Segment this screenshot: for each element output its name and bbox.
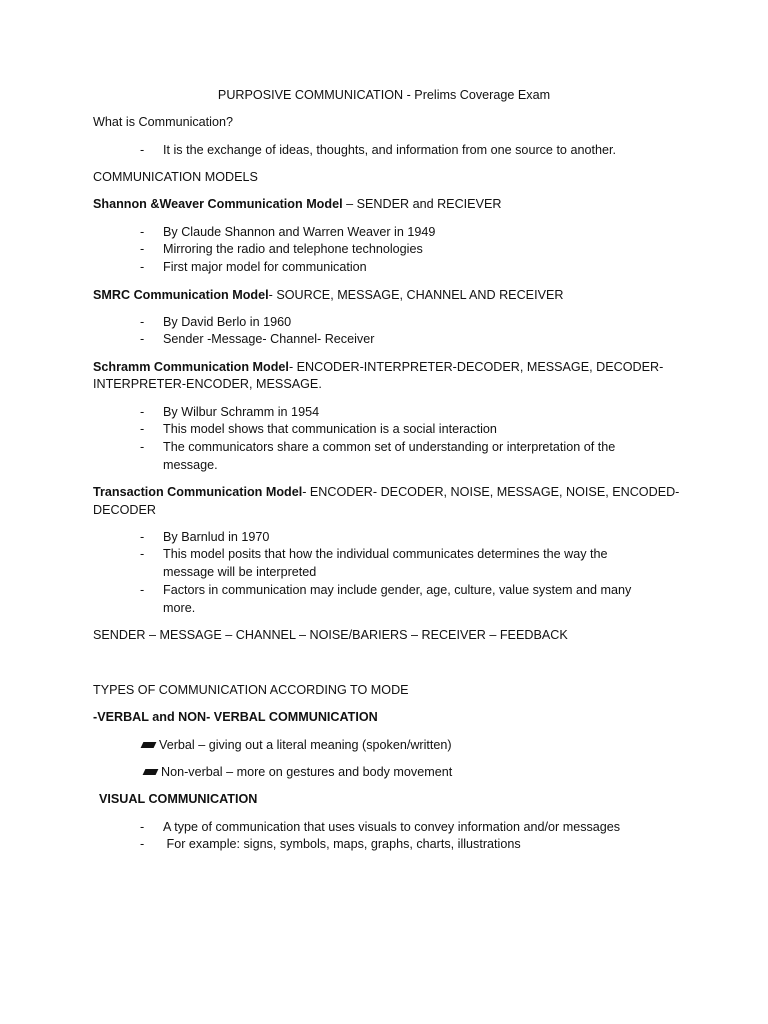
document-title: PURPOSIVE COMMUNICATION - Prelims Coverage Exam xyxy=(217,88,551,102)
list-item-continued: message. xyxy=(163,458,218,472)
list-item-text: For example: signs, symbols, maps, graphs, charts, illustrations xyxy=(163,837,521,851)
list-item-text: A type of communication that uses visuals to convey information and/or messages xyxy=(163,820,621,834)
list-item-text: Sender -Message- Channel- Receiver xyxy=(163,332,375,346)
list-dash: - xyxy=(140,530,145,544)
list-item-text: Factors in communication may include gender, age, culture, value system and many xyxy=(163,583,632,597)
list-dash: - xyxy=(140,583,145,597)
model-desc: - ENCODER- DECODER, NOISE, MESSAGE, NOISE, ENCODED- xyxy=(302,485,680,499)
list-dash: - xyxy=(140,405,145,419)
section-heading: TYPES OF COMMUNICATION ACCORDING TO MODE xyxy=(93,683,409,697)
list-item-text: This model posits that how the individual communicates determines the way the xyxy=(163,547,608,561)
list-dash: - xyxy=(140,837,145,851)
model-name: SMRC Communication Model xyxy=(93,288,269,302)
list-dash: - xyxy=(140,440,145,454)
model-heading-smrc xyxy=(93,287,563,304)
list-item-text: The communicators share a common set of understanding or interpretation of the xyxy=(163,440,616,454)
list-item-text: By Claude Shannon and Warren Weaver in 1949 xyxy=(163,225,436,239)
list-item-text: Verbal – giving out a literal meaning (spoken/written) xyxy=(159,738,452,752)
communication-flow: SENDER – MESSAGE – CHANNEL – NOISE/BARIERS – RECEIVER – FEEDBACK xyxy=(93,628,568,642)
model-desc: - ENCODER-INTERPRETER-DECODER, MESSAGE, DECODER- xyxy=(288,360,664,374)
list-dash: - xyxy=(140,242,145,256)
model-name: Shannon &Weaver Communication Model xyxy=(93,197,343,211)
list-dash: - xyxy=(140,547,145,561)
model-desc-continued: DECODER xyxy=(93,503,156,517)
subsection-heading: -VERBAL and NON- VERBAL COMMUNICATION xyxy=(93,710,378,724)
list-item-text: It is the exchange of ideas, thoughts, and information from one source to another. xyxy=(163,143,616,157)
section-heading: COMMUNICATION MODELS xyxy=(93,170,258,184)
list-dash: - xyxy=(140,143,145,157)
question-heading: What is Communication? xyxy=(93,115,233,129)
square-bullet-icon xyxy=(143,769,159,775)
list-item-text: This model shows that communication is a social interaction xyxy=(163,422,497,436)
list-item-continued: message will be interpreted xyxy=(163,565,317,579)
model-desc: - SOURCE, MESSAGE, CHANNEL AND RECEIVER xyxy=(268,288,564,302)
model-heading-schramm xyxy=(93,359,663,376)
model-desc: – SENDER and RECIEVER xyxy=(342,197,502,211)
list-item-text: Non-verbal – more on gestures and body movement xyxy=(161,765,453,779)
list-dash: - xyxy=(140,422,145,436)
subsection-heading: VISUAL COMMUNICATION xyxy=(99,792,258,806)
list-item xyxy=(142,737,452,754)
list-item-text: By Barnlud in 1970 xyxy=(163,530,270,544)
list-dash: - xyxy=(140,315,145,329)
model-name: Transaction Communication Model xyxy=(93,485,303,499)
list-dash: - xyxy=(140,332,145,346)
list-dash: - xyxy=(140,225,145,239)
model-heading-transaction xyxy=(93,484,679,501)
list-item-text: Mirroring the radio and telephone technologies xyxy=(163,242,423,256)
list-item-text: By David Berlo in 1960 xyxy=(163,315,292,329)
model-desc-continued: INTERPRETER-ENCODER, MESSAGE. xyxy=(93,377,322,391)
square-bullet-icon xyxy=(141,742,157,748)
list-item-text: By Wilbur Schramm in 1954 xyxy=(163,405,320,419)
model-heading-shannon xyxy=(93,196,501,213)
list-item-continued: more. xyxy=(163,601,196,615)
model-name: Schramm Communication Model xyxy=(93,360,289,374)
list-dash: - xyxy=(140,260,145,274)
list-item xyxy=(144,764,452,781)
list-item-text: First major model for communication xyxy=(163,260,367,274)
list-dash: - xyxy=(140,820,145,834)
